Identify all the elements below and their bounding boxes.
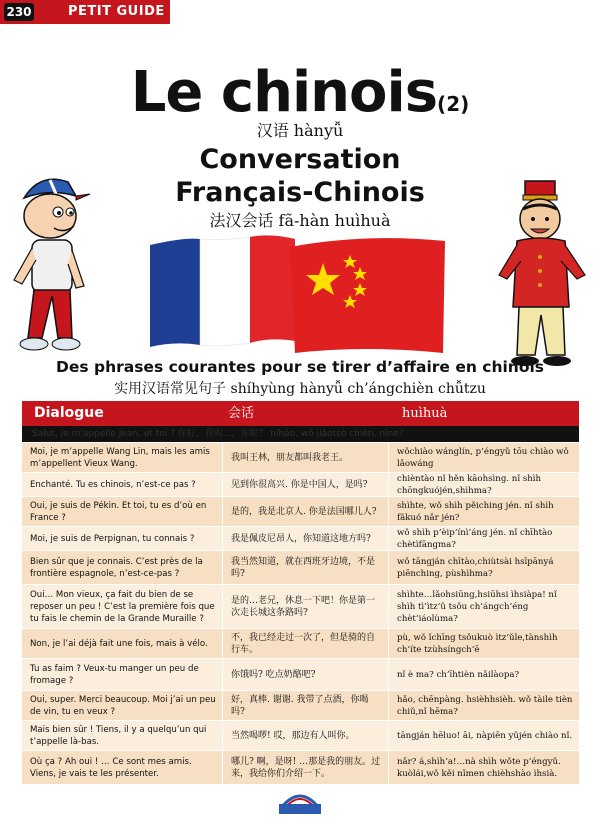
conversation-line2: Français-Chinois [175, 177, 425, 208]
french-text: Oui, je suis de Pékin. Et toi, tu es d’où en France ? [30, 500, 207, 523]
table-row [22, 584, 579, 628]
guide-label: PETIT GUIDE [68, 4, 165, 19]
header-pinyin: huìhuà [402, 406, 448, 421]
cartoon-boy-illustration [10, 170, 95, 360]
chinese-text: 是的，我是北京人. 你是法国哪儿人? [222, 497, 388, 526]
table-row [22, 496, 579, 526]
subtitle-chinese: 实用汉语常见句子 shíhyùng hànyǚ ch’ángchièn chǚtzu [114, 381, 486, 397]
table-row [22, 628, 579, 658]
french-text: Où ça ? Ah oui ! … Ce sont mes amis. Viens, je vais te les présenter. [30, 756, 192, 779]
pinyin-text: wǒ tāngján chītào,chiùtsài hsīpānyá piēnching, pùshìhma? [388, 551, 579, 584]
page-number: 230 [4, 3, 34, 21]
cartoon-bellboy-illustration [495, 175, 595, 375]
pinyin-text: nǐ è ma? ch’īhtièn nǎilàopa? [388, 659, 579, 690]
table-row [22, 550, 579, 584]
french-text: Enchanté. Tu es chinois, n’est-ce pas ? [30, 479, 196, 490]
pinyin-text: chièntào nǐ hěn kāohsìng. nǐ shìh chōngkuójén,shìhma? [388, 473, 579, 496]
french-text: Tu as faim ? Veux-tu manger un peu de fromage ? [30, 663, 199, 686]
chinese-text: 不，我已经走过一次了，但是骑的自行车。 [222, 629, 388, 658]
chinese-text: 好，真棒. 谢谢. 我带了点酒，你喝吗? [222, 691, 388, 720]
chinese-text: 见到你很高兴. 你是中国人，是吗? [222, 473, 388, 496]
pinyin-text: hǎo, chēnpàng. hsièhhsièh. wǒ tàile tièn chiǔ,nǐ hēma? [388, 691, 579, 720]
pinyin-text: tāngján hēluo! āi, nàpiēn yǔjén chiào nǐ. [388, 721, 579, 750]
conversation-pinyin: 法汉会话 fã-hàn huìhuà [209, 211, 391, 230]
table-row [22, 720, 579, 750]
table-row [22, 658, 579, 690]
header-dialogue: Dialogue [34, 405, 104, 421]
pinyin-text: wǒ shìh p’èip’ínì’áng jén. nǐ chīhtào chètìfāngma? [388, 527, 579, 550]
pinyin-text: nǎr? á,shìh’a!…nà shìh wǒte p’éngyǔ. kuòlái,wǒ kěi nǐmen chièhshào ìhsià. [388, 751, 579, 784]
french-text: Bien sûr que je connais. C’est près de la frontière espagnole, n’est-ce-pas ? [30, 556, 203, 579]
chinese-text: 我叫王林，朋友都叫我老王。 [222, 443, 388, 472]
chinese-text: 我是佩皮尼昂人，你知道这地方吗? [222, 527, 388, 550]
title-pinyin: 汉语 hànyǚ [256, 121, 344, 140]
table-row [22, 472, 579, 496]
table-header [22, 401, 579, 426]
pinyin-text: wǒchiào wánglín, p’éngyǔ tōu chiào wǒ lǎowáng [388, 443, 579, 472]
table-row [22, 442, 579, 472]
flags-illustration [145, 225, 445, 355]
french-flag [150, 235, 295, 347]
subtitle-french: Des phrases courantes pour se tirer d’affaire en chinois [55, 358, 545, 376]
chinese-text: 你饿吗? 吃点奶酪吧? [222, 659, 388, 690]
french-text: Moi, je suis de Perpignan, tu connais ? [30, 533, 195, 544]
pinyin-text: pù, wǒ ǐchīng tsǒukuò ìtz’ǔle,tànshìh ch’íte tzùhsíngch’ē [388, 629, 579, 658]
table-row [22, 750, 579, 784]
chinese-text: 哪儿? 啊，是呀! …那是我的朋友。过来，我给你们介绍一下。 [222, 751, 388, 784]
conversation-line1: Conversation [199, 144, 401, 175]
title-suffix: (2) [437, 92, 470, 116]
table-body [22, 442, 579, 784]
table-row [22, 526, 579, 550]
header-bar [0, 0, 170, 24]
french-text: Non, je l’ai déjà fait une fois, mais à vélo. [30, 638, 208, 649]
french-text: Moi, je m’appelle Wang Lin, mais les amis m’appellent Vieux Wang. [30, 446, 210, 469]
french-text: Mais bien sûr ! Tiens, il y a quelqu’un qui t’appelle là-bas. [30, 724, 207, 747]
french-text: Oui, super. Merci beaucoup. Moi j’ai un peu de vin, tu en veux ? [30, 694, 216, 717]
censored-row: Salut, je m'appelle Jean, et toi ? 你好，我叫...，你呢？ nǐhǎo, wǒ jiàotsò chièn, nǐne? [22, 426, 579, 442]
chinese-flag [290, 238, 445, 353]
french-text: Oui… Mon vieux, ça fait du bien de se reposer un peu ! C’est la première fois que tu fais le chemin de la Grande Muraille ? [30, 589, 215, 624]
dialogue-table [22, 401, 579, 784]
chinese-text: 我当然知道，就在西班牙边境，不是吗? [222, 551, 388, 584]
title-main: Le chinois [130, 60, 438, 125]
chinese-text: 当然喝啰! 哎，那边有人叫你。 [222, 721, 388, 750]
table-row [22, 690, 579, 720]
chinese-text: 是的…老兄，休息一下吧！你是第一次走长城这条路吗? [222, 585, 388, 628]
header-chinese: 会话 [228, 406, 255, 421]
aedis-logo [277, 782, 323, 814]
pinyin-text: shìhte…lǎohsiūng,hsiūhsi ìhsiàpa! nǐ shìh tì’ìtz’ǔ tsǒu ch’ángch’éng chèt’iáolùma? [388, 585, 579, 628]
pinyin-text: shìhte, wǒ shìh pěiching jén. nǐ shìh fãkuó nǎr jén? [388, 497, 579, 526]
